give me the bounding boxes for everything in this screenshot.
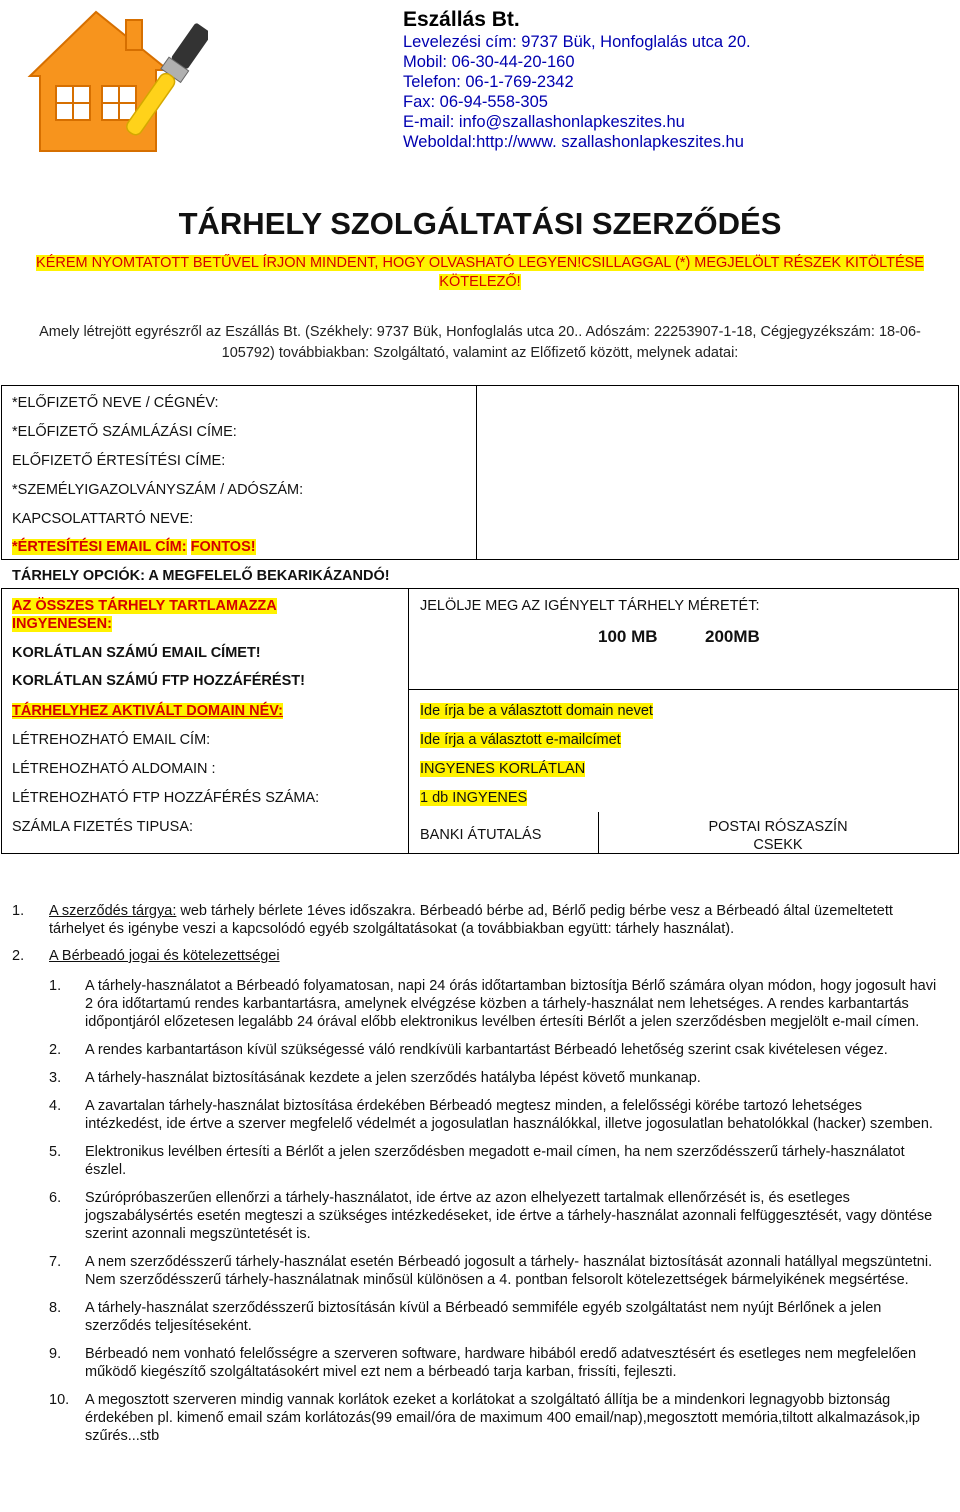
list-item — [0, 1253, 960, 1289]
contract-terms — [0, 902, 960, 1455]
item-number: 2. — [49, 1042, 62, 1058]
list-item — [0, 1391, 960, 1445]
ftp-label: LÉTREHOZHATÓ FTP HOZZÁFÉRÉS SZÁMA: — [12, 790, 320, 806]
company-name: Eszállás Bt. — [403, 8, 520, 31]
free-included-text2: INGYENESEN: — [12, 616, 112, 632]
list-item — [0, 1097, 960, 1133]
item-number: 1. — [49, 978, 62, 994]
section-text: web tárhely bérlete 1éves időszakra. Bérbeadó bérbe ad, Bérlő pedig bérbe vesz a Bérbeadó által üzemeltetett tárhelyet és igénybe veszi a kapcsolódó egyéb szolgáltatásokat (a továbbiakban együtt: tárhely használat). — [49, 903, 893, 937]
id-tax-number-label: *SZEMÉLYIGAZOLVÁNYSZÁM / ADÓSZÁM: — [12, 482, 304, 498]
mobile-number: Mobil: 06-30-44-20-160 — [403, 53, 575, 71]
item-text: A zavartalan tárhely-használat biztosítása érdekében Bérbeadó megtesz minden, a felelősségi körébe tartozó lehetséges intézkedést, ide értve a szerver megfelelő védelmét a jogosulatlan használókkal, illetve jogosulatlan behatolókkal (hacker) szemben. — [85, 1098, 933, 1132]
unlimited-ftp-label: KORLÁTLAN SZÁMÚ FTP HOZZÁFÉRÉST! — [12, 673, 305, 689]
item-number: 5. — [49, 1144, 62, 1160]
warning-text: KÉREM NYOMTATOTT BETŰVEL ÍRJON MINDENT, HOGY OLVASHATÓ LEGYEN!CSILLAGGAL (*) MEGJELÖLT RÉSZEK KITÖLTÉSE KÖTELEZŐ! — [36, 255, 924, 290]
subscriber-name-field[interactable] — [478, 386, 958, 414]
company-header — [403, 8, 751, 152]
id-tax-number-field[interactable] — [478, 473, 958, 501]
contact-name-field[interactable] — [478, 502, 958, 530]
list-item — [0, 1143, 960, 1179]
fax-number: Fax: 06-94-558-305 — [403, 93, 548, 111]
free-included-line1 — [12, 598, 277, 614]
billing-address-field[interactable] — [478, 415, 958, 443]
item-text: A tárhely-használat szerződésszerű biztosításán kívül a Bérbeadó semmiféle egyéb szolgáltatást nem nyújt Bérlőnek a jelen szerződés teljesítéseként. — [85, 1300, 882, 1334]
list-item — [0, 1041, 960, 1059]
house-paintbrush-logo — [18, 6, 208, 156]
notify-email-label — [12, 539, 256, 555]
phone-number: Telefon: 06-1-769-2342 — [403, 73, 574, 91]
notify-address-label: ELŐFIZETŐ ÉRTESÍTÉSI CÍME: — [12, 453, 226, 469]
form-column-divider — [476, 385, 477, 560]
section-heading: A Bérbeadó jogai és kötelezettségei — [49, 948, 280, 964]
postal-check-line1: POSTAI RÓSZASZÍN — [708, 819, 848, 835]
item-number: 3. — [49, 1070, 62, 1086]
size-prompt: JELÖLJE MEG AZ IGÉNYELT TÁRHELY MÉRETÉT: — [420, 598, 760, 614]
email-input[interactable] — [420, 732, 621, 748]
billing-address-label: *ELŐFIZETŐ SZÁMLÁZÁSI CÍME: — [12, 424, 237, 440]
item-number: 10. — [49, 1392, 70, 1408]
hosting-options-box — [1, 588, 959, 854]
ftp-value — [420, 790, 527, 806]
item-text: Bérbeadó nem vonható felelősségre a szerveren software, hardware hibából eredő adatvesztésért és esetleges nem megfelelően működő kiegészítő szolgáltatásokért mivel ezt nem a bérbeadó tarja karban, frissíti, fejleszti. — [85, 1346, 917, 1380]
notify-email-text: *ÉRTESÍTÉSI EMAIL CÍM: — [12, 539, 187, 555]
item-number: 8. — [49, 1300, 62, 1316]
item-number: 6. — [49, 1190, 62, 1206]
section-heading: A szerződés tárgya: — [49, 903, 177, 919]
important-note: FONTOS! — [190, 539, 256, 555]
payment-label: SZÁMLA FIZETÉS TIPUSA: — [12, 819, 194, 835]
contract-intro: Amely létrejött egyrészről az Eszállás Bt. (Székhely: 9737 Bük, Honfoglalás utca 20.. Adószám: 22253907-1-18, Cégjegyzékszám: 18-06-105792) továbbiakban: Szolgáltató, valamint az Előfizető között, melynek adatai: — [39, 324, 921, 361]
item-number: 9. — [49, 1346, 62, 1362]
section-lessor-duties — [0, 947, 960, 965]
payment-bank-transfer[interactable]: BANKI ÁTUTALÁS — [420, 827, 542, 843]
payment-postal-check[interactable] — [599, 818, 957, 854]
email-input-text: Ide írja a választott e-mailcímet — [420, 732, 621, 748]
section-subject — [0, 902, 960, 938]
section-number: 2. — [12, 948, 25, 964]
list-item — [0, 1299, 960, 1335]
mailing-address: Levelezési cím: 9737 Bük, Honfoglalás utca 20. — [403, 33, 751, 51]
ftp-value-text: 1 db INGYENES — [420, 790, 528, 806]
item-text: A tárhely-használatot a Bérbeadó folyamatosan, napi 24 órás időtartamban biztosítja Bérlő számára olyan módon, hogy jogosult havi 2 óra időtartamú rendes karbantartásra, amelynek elvégzése közben a tárhely-használat nem lehetséges. A rendes karbantartás időpontjáról előzetesen legalább 24 órával előbb elektronikus levélben értesíti Bérlőt a jelen szerződésben megjelölt e-mail címen. — [85, 978, 937, 1030]
notify-address-field[interactable] — [478, 444, 958, 472]
instruction-warning — [30, 254, 930, 292]
item-number: 7. — [49, 1254, 62, 1270]
domain-label-text: TÁRHELYHEZ AKTIVÁLT DOMAIN NÉV: — [12, 703, 283, 719]
list-item — [0, 1189, 960, 1243]
list-item — [0, 1345, 960, 1381]
notify-email-field[interactable] — [478, 531, 958, 559]
size-option-100mb[interactable]: 100 MB — [598, 627, 658, 646]
postal-check-line2: CSEKK — [753, 837, 803, 853]
section-number: 1. — [12, 903, 25, 919]
item-text: A nem szerződésszerű tárhely-használat esetén Bérbeadó jogosult a tárhely- használat biztosítását azonnali hatállyal megszüntetni. Nem szerződésszerű tárhely-használatnak minősül különösen a 4. pontban felsorolt kötelezettségek bármelyikének megsértése. — [85, 1254, 933, 1288]
unlimited-email-label: KORLÁTLAN SZÁMÚ EMAIL CÍMET! — [12, 645, 261, 661]
item-text: Szúrópróbaszerűen ellenőrzi a tárhely-használatot, ide értve az azon elhelyezett tartalmak ellenőrzését is, és esetleges jogszabálysértés esetén megteszi a szükséges intézkedéseket, ide értve a tárhely-használat azonnali felfüggesztését, vagy döntése szerint azonnali megszüntetését is. — [85, 1190, 933, 1242]
free-included-line2 — [12, 616, 112, 632]
domain-input[interactable] — [420, 703, 653, 719]
list-item — [0, 977, 960, 1031]
email-label: LÉTREHOZHATÓ EMAIL CÍM: — [12, 732, 211, 748]
list-item — [0, 1069, 960, 1087]
item-text: Elektronikus levélben értesíti a Bérlőt a jelen szerződésben megadott e-mail címen, ha nem szerződésszerű tárhely-használatot észlel. — [85, 1144, 905, 1178]
hosting-options-heading: TÁRHELY OPCIÓK: A MEGFELELŐ BEKARIKÁZANDÓ! — [12, 568, 390, 584]
subdomain-label: LÉTREHOZHATÓ ALDOMAIN : — [12, 761, 216, 777]
size-row-divider — [408, 689, 959, 690]
subdomain-value-text: INGYENES KORLÁTLAN — [420, 761, 586, 777]
subscriber-name-label: *ELŐFIZETŐ NEVE / CÉGNÉV: — [12, 395, 219, 411]
email-address: E-mail: info@szallashonlapkeszites.hu — [403, 113, 685, 131]
domain-input-text: Ide írja be a választott domain nevet — [420, 703, 653, 719]
item-text: A megosztott szerveren mindig vannak korlátok ezeket a korlátokat a szolgáltató állítja be a mindenkori legnagyobb biztonság érdekében pl. kimenő email szám korlátozás(99 email/óra de maximum 400 email/nap),megosztott memória,tiltott alkalmazások,ip szűrés...stb — [85, 1392, 920, 1444]
size-option-200mb[interactable]: 200MB — [705, 627, 760, 646]
website-address: Weboldal:http://www. szallashonlapkeszites.hu — [403, 133, 744, 151]
free-included-text1: AZ ÖSSZES TÁRHELY TARTLAMAZZA — [12, 598, 277, 614]
item-text: A tárhely-használat biztosításának kezdete a jelen szerződés hatályba lépést követő munkanap. — [85, 1070, 701, 1086]
domain-label — [12, 703, 283, 719]
item-number: 4. — [49, 1098, 62, 1114]
document-title: TÁRHELY SZOLGÁLTATÁSI SZERZŐDÉS — [178, 206, 782, 241]
options-column-divider — [408, 588, 409, 854]
item-text: A rendes karbantartáson kívül szükségessé váló rendkívüli karbantartást Bérbeadó lehetőség szerint csak kivételesen végez. — [85, 1042, 888, 1058]
subdomain-value — [420, 761, 585, 777]
contact-name-label: KAPCSOLATTARTÓ NEVE: — [12, 511, 194, 527]
